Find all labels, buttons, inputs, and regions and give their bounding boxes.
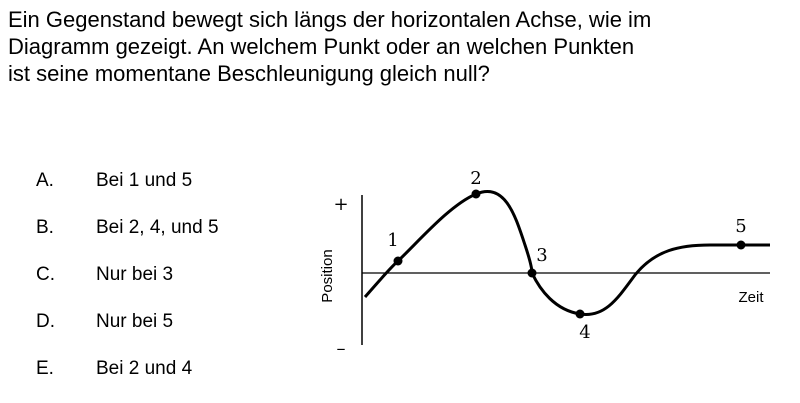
point-5-label: 5	[735, 216, 747, 237]
point-4-label: 4	[579, 322, 591, 343]
question-line-2: Diagramm gezeigt. An welchem Punkt oder an welchen Punkten	[8, 34, 635, 59]
option-a[interactable]	[36, 168, 296, 215]
question-line-3: ist seine momentane Beschleunigung gleich null?	[8, 61, 490, 86]
option-d-letter: D.	[36, 311, 55, 332]
point-2-dot	[472, 190, 481, 199]
option-d-text: Nur bei 5	[96, 311, 174, 332]
point-4-dot	[576, 310, 585, 319]
point-1-dot	[394, 257, 403, 266]
option-e-text: Bei 2 und 4	[96, 358, 193, 379]
point-1-label: 1	[387, 230, 399, 251]
option-a-letter: A.	[36, 170, 54, 191]
option-c-text: Nur bei 3	[96, 264, 174, 285]
option-e[interactable]	[36, 356, 296, 403]
question-line-1: Ein Gegenstand bewegt sich längs der horizontalen Achse, wie im	[8, 7, 652, 32]
option-b[interactable]	[36, 215, 296, 262]
question-text	[8, 6, 798, 87]
answer-options	[36, 168, 296, 403]
point-5-dot	[737, 241, 746, 250]
point-3-dot	[528, 269, 537, 278]
option-a-text: Bei 1 und 5	[96, 170, 193, 191]
y-axis-label: Position	[319, 249, 336, 303]
option-b-letter: B.	[36, 217, 54, 238]
point-3-label: 3	[536, 245, 548, 266]
y-plus-label: +	[333, 194, 349, 215]
option-b-text: Bei 2, 4, und 5	[96, 217, 219, 238]
option-d[interactable]	[36, 309, 296, 356]
position-time-graph	[300, 160, 790, 360]
option-c[interactable]	[36, 262, 296, 309]
y-minus-label: –	[336, 338, 346, 359]
position-curve	[365, 191, 770, 314]
x-axis-label: Zeit	[738, 289, 764, 306]
point-2-label: 2	[470, 168, 482, 189]
option-e-letter: E.	[36, 358, 54, 379]
option-c-letter: C.	[36, 264, 55, 285]
